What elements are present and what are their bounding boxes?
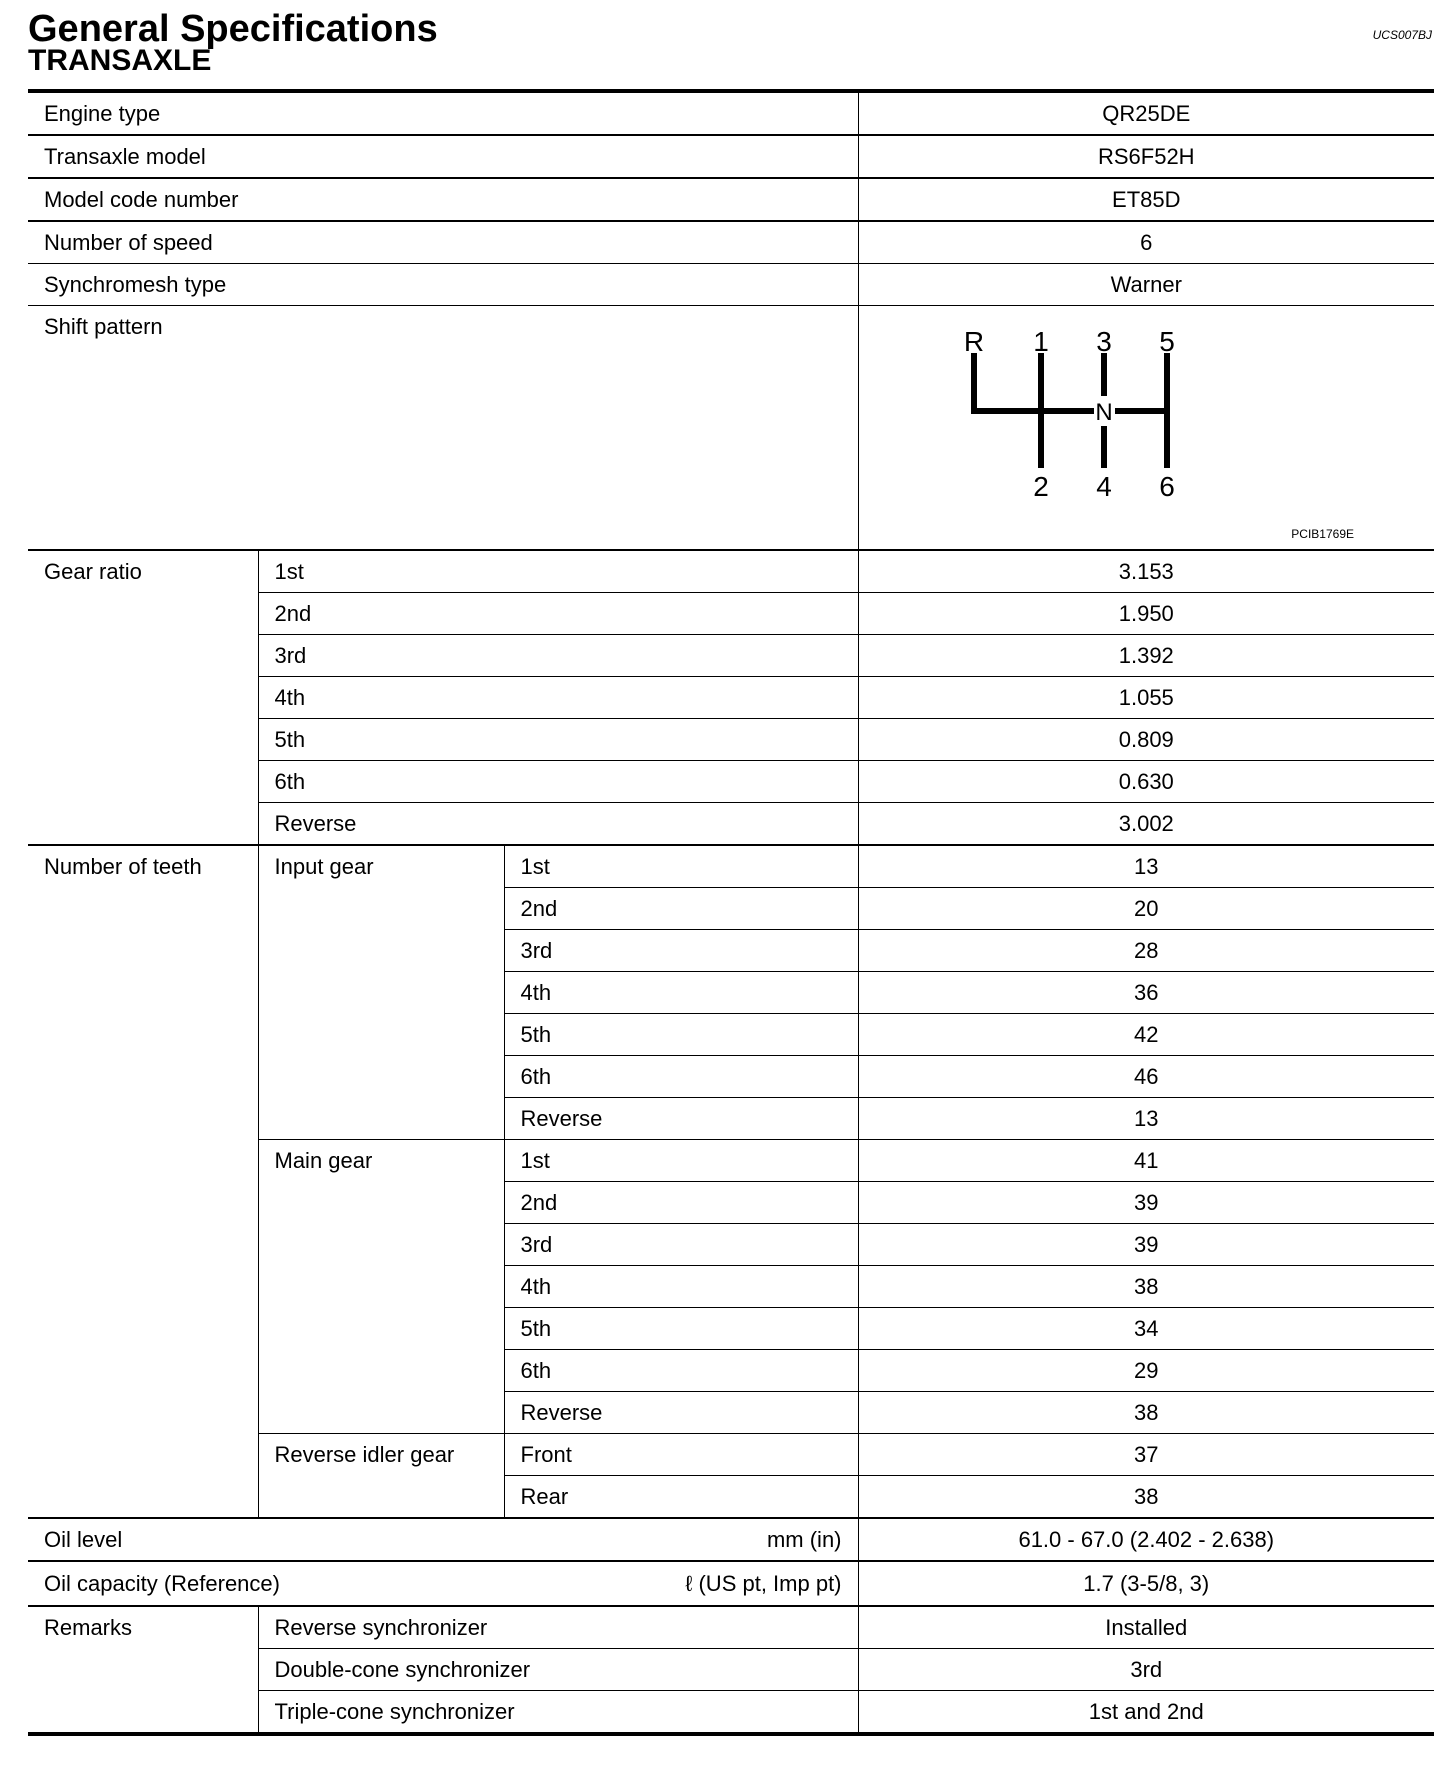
teeth-value: 42 <box>858 1014 1434 1056</box>
table-row <box>28 221 1434 264</box>
remark-item: Double-cone synchronizer <box>258 1649 858 1691</box>
teeth-value: 13 <box>858 845 1434 888</box>
remark-item: Triple-cone synchronizer <box>258 1691 858 1735</box>
subgroup-label: Input gear <box>258 845 504 1140</box>
group-label: Number of teeth <box>28 845 258 1518</box>
teeth-value: 38 <box>858 1392 1434 1434</box>
teeth-value: 36 <box>858 972 1434 1014</box>
page-title: General Specifications <box>28 8 438 50</box>
spec-label: Engine type <box>28 91 858 135</box>
table-row <box>28 1518 1434 1561</box>
section-title: TRANSAXLE <box>28 44 212 77</box>
gear-label-1: 1 <box>1032 326 1049 357</box>
spec-value: RS6F52H <box>858 135 1434 178</box>
gear-label: 5th <box>504 1308 858 1350</box>
gear-ratio-value: 1.055 <box>858 677 1434 719</box>
teeth-value: 46 <box>858 1056 1434 1098</box>
group-label: Remarks <box>28 1606 258 1734</box>
gear-label: 3rd <box>258 635 858 677</box>
spec-label: Oil capacity (Reference) <box>28 1561 504 1606</box>
shift-pattern-cell <box>858 306 1434 551</box>
gear-label: Reverse <box>504 1392 858 1434</box>
spec-label: Model code number <box>28 178 858 221</box>
gear-ratio-value: 1.392 <box>858 635 1434 677</box>
gear-label: 4th <box>504 972 858 1014</box>
teeth-value: 20 <box>858 888 1434 930</box>
gear-label-4: 4 <box>1095 471 1112 502</box>
table-row <box>28 306 1434 551</box>
gear-label: 6th <box>258 761 858 803</box>
spec-value: ET85D <box>858 178 1434 221</box>
gear-label: 1st <box>258 550 858 593</box>
gear-label: 2nd <box>258 593 858 635</box>
gear-label-n: N <box>1094 399 1113 426</box>
gear-label: Reverse <box>258 803 858 846</box>
teeth-value: 39 <box>858 1182 1434 1224</box>
gear-ratio-value: 3.002 <box>858 803 1434 846</box>
teeth-value: 38 <box>858 1476 1434 1519</box>
subgroup-label: Main gear <box>258 1140 504 1434</box>
gear-label: 2nd <box>504 1182 858 1224</box>
spec-value: QR25DE <box>858 91 1434 135</box>
gear-label: 6th <box>504 1056 858 1098</box>
remark-item: Reverse synchronizer <box>258 1606 858 1649</box>
spec-value: 6 <box>858 221 1434 264</box>
spec-label: Number of speed <box>28 221 858 264</box>
unit-label: mm (in) <box>504 1518 858 1561</box>
subgroup-label: Reverse idler gear <box>258 1434 504 1519</box>
remark-value: Installed <box>858 1606 1434 1649</box>
spec-value: Warner <box>858 264 1434 306</box>
group-label: Gear ratio <box>28 550 258 845</box>
table-row <box>28 845 1434 888</box>
gear-label: 4th <box>504 1266 858 1308</box>
spec-label: Shift pattern <box>28 306 858 551</box>
table-row <box>28 135 1434 178</box>
gear-label-3: 3 <box>1095 326 1112 357</box>
spec-label: Oil level <box>28 1518 504 1561</box>
gear-label: 3rd <box>504 930 858 972</box>
teeth-value: 38 <box>858 1266 1434 1308</box>
teeth-value: 41 <box>858 1140 1434 1182</box>
remark-value: 3rd <box>858 1649 1434 1691</box>
table-row <box>28 178 1434 221</box>
table-row <box>28 1606 1434 1649</box>
gear-label-5: 5 <box>1158 326 1175 357</box>
spec-label: Synchromesh type <box>28 264 858 306</box>
document-code: UCS007BJ <box>1372 28 1432 42</box>
unit-label: ℓ (US pt, Imp pt) <box>504 1561 858 1606</box>
remark-value: 1st and 2nd <box>1088 1699 1204 1724</box>
shift-pattern-diagram <box>859 306 1435 549</box>
gear-label: Front <box>504 1434 858 1476</box>
gear-label: 6th <box>504 1350 858 1392</box>
gear-ratio-value: 0.630 <box>858 761 1434 803</box>
teeth-value: 39 <box>858 1224 1434 1266</box>
spec-value: 61.0 - 67.0 (2.402 - 2.638) <box>858 1518 1434 1561</box>
teeth-value: 37 <box>858 1434 1434 1476</box>
gear-label-6: 6 <box>1158 471 1175 502</box>
gear-label: 4th <box>258 677 858 719</box>
gear-ratio-value: 1.950 <box>858 593 1434 635</box>
spec-table <box>28 89 1434 1736</box>
spec-label: Transaxle model <box>28 135 858 178</box>
gear-label: 3rd <box>504 1224 858 1266</box>
gear-ratio-value: 3.153 <box>858 550 1434 593</box>
teeth-value: 34 <box>858 1308 1434 1350</box>
teeth-value: 28 <box>858 930 1434 972</box>
table-row <box>28 550 1434 593</box>
table-row <box>28 91 1434 135</box>
gear-label: 5th <box>504 1014 858 1056</box>
spec-value: 1.7 (3-5/8, 3) <box>858 1561 1434 1606</box>
gear-label: 5th <box>258 719 858 761</box>
teeth-value: 13 <box>858 1098 1434 1140</box>
gear-label: 1st <box>504 1140 858 1182</box>
gear-ratio-value: 0.809 <box>858 719 1434 761</box>
table-row <box>28 264 1434 306</box>
figure-code: PCIB1769E <box>1291 527 1355 541</box>
teeth-value: 29 <box>858 1350 1434 1392</box>
gear-label-r: R <box>963 326 984 357</box>
gear-label: Reverse <box>504 1098 858 1140</box>
gear-label: 1st <box>504 845 858 888</box>
gear-label: 2nd <box>504 888 858 930</box>
table-row <box>28 1561 1434 1606</box>
gear-label: Rear <box>504 1476 858 1519</box>
gear-label-2: 2 <box>1032 471 1049 502</box>
